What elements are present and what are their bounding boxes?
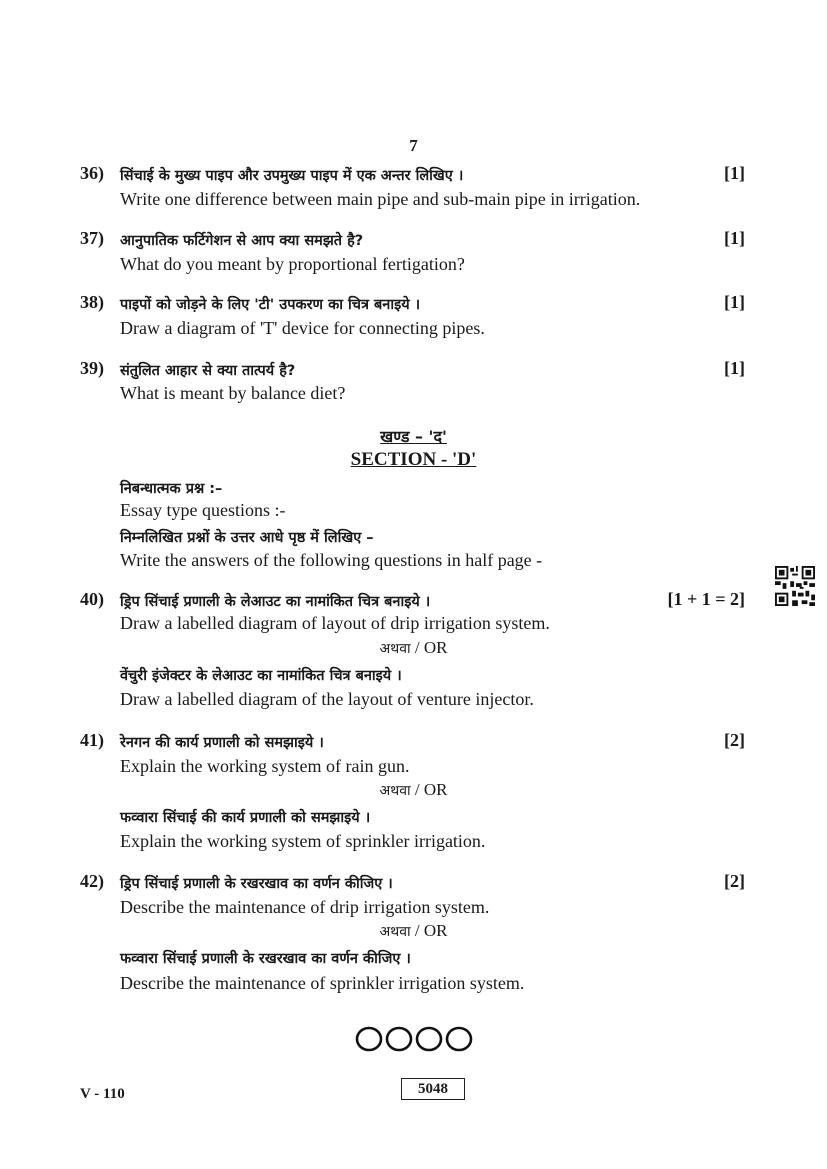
question-text-hindi: संतुलित आहार से क्या तात्पर्य है? (120, 363, 296, 379)
alternate-question-hindi: फव्वारा सिंचाई प्रणाली के रखरखाव का वर्णन कीजिए । (120, 951, 411, 967)
alternate-question-english: Explain the working system of sprinkler irrigation. (120, 831, 486, 851)
question-text-hindi: आनुपातिक फर्टिगेशन से आप क्या समझते है? (120, 233, 364, 249)
alternate-question-hindi: वेंचुरी इंजेक्टर के लेआउट का नामांकित चित्र बनाइये । (120, 668, 402, 684)
question-text-english: Draw a labelled diagram of layout of drip irrigation system. (120, 613, 550, 633)
question-number: 36) (80, 163, 104, 183)
or-separator: अथवा / OR (379, 921, 448, 940)
question-number: 38) (80, 292, 104, 312)
question-marks: [1] (724, 292, 745, 312)
question-text-hindi: पाइपों को जोड़ने के लिए 'टी' उपकरण का चित्र बनाइये । (120, 297, 421, 313)
section-title-english: SECTION - 'D' (350, 449, 477, 470)
question-type-english: Essay type questions :- (120, 500, 286, 520)
question-text-hindi: रेनगन की कार्य प्रणाली को समझाइये । (120, 735, 324, 751)
or-separator: अथवा / OR (379, 780, 448, 799)
question-text-english: What is meant by balance diet? (120, 383, 346, 403)
question-number: 42) (80, 871, 104, 891)
question-number: 41) (80, 730, 104, 750)
question-text-english: Explain the working system of rain gun. (120, 756, 410, 776)
paper-code: V - 110 (80, 1086, 125, 1102)
question-marks: [1] (724, 228, 745, 248)
question-text-english: Write one difference between main pipe and sub-main pipe in irrigation. (120, 189, 641, 209)
question-text-hindi: ड्रिप सिंचाई प्रणाली के रखरखाव का वर्णन कीजिए । (120, 876, 393, 892)
question-marks: [1] (724, 163, 745, 183)
question-text-hindi: सिंचाई के मुख्य पाइप और उपमुख्य पाइप में एक अन्तर लिखिए । (120, 168, 464, 184)
question-number: 37) (80, 228, 104, 248)
question-text-english: Draw a diagram of 'T' device for connecting pipes. (120, 318, 485, 338)
or-separator: अथवा / OR (379, 638, 448, 657)
paper-number-box: 5048 (401, 1078, 465, 1100)
end-of-paper-circles-icon (355, 1025, 475, 1053)
question-number: 39) (80, 358, 104, 378)
question-type-hindi: निबन्धात्मक प्रश्न :– (120, 481, 223, 497)
question-marks: [1] (724, 358, 745, 378)
question-number: 40) (80, 589, 104, 609)
question-marks: [2] (724, 730, 745, 750)
instruction-hindi: निम्नलिखित प्रश्नों के उत्तर आधे पृष्ठ में लिखिए – (120, 530, 374, 546)
question-text-hindi: ड्रिप सिंचाई प्रणाली के लेआउट का नामांकित चित्र बनाइये । (120, 594, 431, 610)
instruction-english: Write the answers of the following questions in half page - (120, 550, 543, 570)
question-marks: [1 + 1 = 2] (667, 589, 745, 609)
qr-code-icon (775, 566, 815, 606)
alternate-question-hindi: फव्वारा सिंचाई की कार्य प्रणाली को समझाइये । (120, 810, 371, 826)
section-title-hindi: खण्ड – 'द' (380, 427, 447, 446)
question-text-english: What do you meant by proportional fertigation? (120, 254, 465, 274)
alternate-question-english: Describe the maintenance of sprinkler irrigation system. (120, 973, 525, 993)
alternate-question-english: Draw a labelled diagram of the layout of venture injector. (120, 689, 534, 709)
question-marks: [2] (724, 871, 745, 891)
question-text-english: Describe the maintenance of drip irrigation system. (120, 897, 490, 917)
page-number: 7 (409, 136, 418, 155)
